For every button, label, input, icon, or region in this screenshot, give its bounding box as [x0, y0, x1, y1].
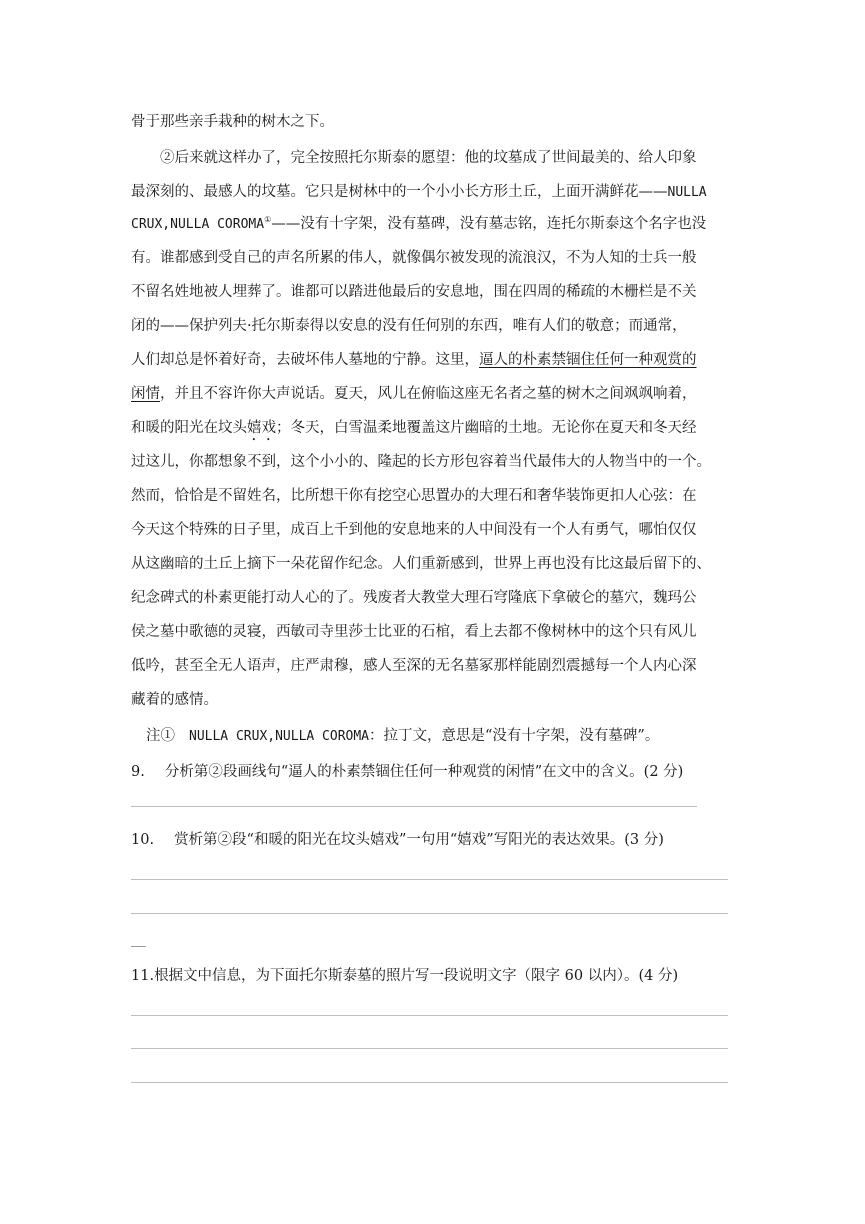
answer-line[interactable] [131, 806, 697, 807]
paragraph-2-line-10: 过这儿，你都想象不到，这个小小的、隆起的长方形包容着当代最伟大的人物当中的一个。 [131, 454, 711, 470]
question-9 [131, 762, 731, 782]
underlined-sentence-end: 闲情 [131, 386, 160, 402]
footnote-label: 注① [146, 728, 175, 744]
question-number: 11. [131, 968, 155, 984]
question-text: 赏析第②段“和暖的阳光在坟头嬉戏”一句用“嬉戏”写阳光的表达效果。(3 分) [174, 832, 664, 848]
paragraph-2-line-4: 有。谁都感到受自己的声名所累的伟人，就像偶尔被发现的流浪汉，不为人知的士兵一般 [131, 250, 697, 266]
answer-line-stub [131, 946, 146, 947]
question-text: 根据文中信息，为下面托尔斯泰墓的照片写一段说明文字（限字 60 以内）。(4 分) [154, 968, 679, 984]
question-text: 分析第②段画线句“逼人的朴素禁锢住任何一种观赏的闲情”在文中的含义。(2 分) [164, 764, 684, 780]
footnote [146, 726, 746, 747]
paragraph-2-line-3: CRUX,NULLA COROMA①——没有十字架，没有墓碑，没有墓志铭，连托尔斯泰这个名字也没 [131, 215, 707, 232]
footnote-marker: ① [264, 215, 272, 225]
answer-line[interactable] [131, 879, 728, 880]
underlined-sentence: 逼人的朴素禁锢住任何一种观赏的 [479, 352, 697, 368]
answer-line[interactable] [131, 913, 728, 914]
paragraph-2-line-7: 人们却总是怀着好奇，去破坏伟人墓地的宁静。这里，逼人的朴素禁锢住任何一种观赏的 [131, 352, 697, 368]
question-number: 10. [131, 832, 155, 848]
paragraph-2-line-8: 闲情，并且不容许你大声说话。夏天，风儿在俯临这座无名者之墓的树木之间飒飒响着， [131, 386, 697, 402]
paragraph-2-line-1: ②后来就这样办了，完全按照托尔斯泰的愿望：他的坟墓成了世间最美的、给人印象 [160, 150, 697, 166]
paragraph-2-line-11: 然而，恰恰是不留姓名，比所想干你有挖空心思置办的大理石和奢华装饰更扣人心弦：在 [131, 488, 697, 504]
paragraph-2-line-5: 不留名姓地被人埋葬了。谁都可以踏进他最后的安息地，围在四周的稀疏的木栅栏是不关 [131, 284, 697, 300]
answer-line[interactable] [131, 1082, 728, 1083]
emphasized-word: 嬉戏 [247, 420, 276, 436]
question-number: 9. [131, 764, 145, 780]
paragraph-2-line-13: 从这幽暗的土丘上摘下一朵花留作纪念。人们重新感到，世界上再也没有比这最后留下的、 [131, 556, 711, 572]
answer-line[interactable] [131, 1048, 728, 1049]
footnote-term: NULLA CRUX,NULLA COROMA [189, 729, 370, 744]
paragraph-2-line-12: 今天这个特殊的日子里，成百上千到他的安息地来的人中间没有一个人有勇气，哪怕仅仅 [131, 522, 697, 538]
question-11 [131, 966, 731, 986]
question-10 [131, 830, 731, 850]
paragraph-2-line-2: 最深刻的、最感人的坟墓。它只是树林中的一个小小长方形土丘，上面开满鲜花——NULLA [131, 184, 707, 200]
paragraph-2-line-14: 纪念碑式的朴素更能打动人心的了。残废者大教堂大理石穹隆底下拿破仑的墓穴，魏玛公 [131, 590, 697, 606]
paragraph-2-line-16: 低吟，甚至全无人语声，庄严肃穆，感人至深的无名墓冢那样能剧烈震撼每一个人内心深 [131, 658, 697, 674]
paragraph-2-line-9: 和暖的阳光在坟头嬉戏；冬天，白雪温柔地覆盖这片幽暗的土地。无论你在夏天和冬天经 [131, 420, 697, 436]
paragraph-1-tail: 骨于那些亲手栽种的树木之下。 [131, 114, 334, 130]
paragraph-2-line-15: 侯之墓中歌德的灵寝，西敏司寺里莎士比亚的石棺，看上去都不像树林中的这个只有风儿 [131, 624, 697, 640]
paragraph-2-line-6: 闭的——保护列夫·托尔斯泰得以安息的没有任何别的东西，唯有人们的敬意；而通常， [131, 318, 687, 334]
footnote-text: ：拉丁文，意思是“没有十字架，没有墓碑”。 [369, 728, 660, 744]
answer-line[interactable] [131, 1015, 728, 1016]
paragraph-2-line-17: 藏着的感情。 [131, 692, 218, 708]
